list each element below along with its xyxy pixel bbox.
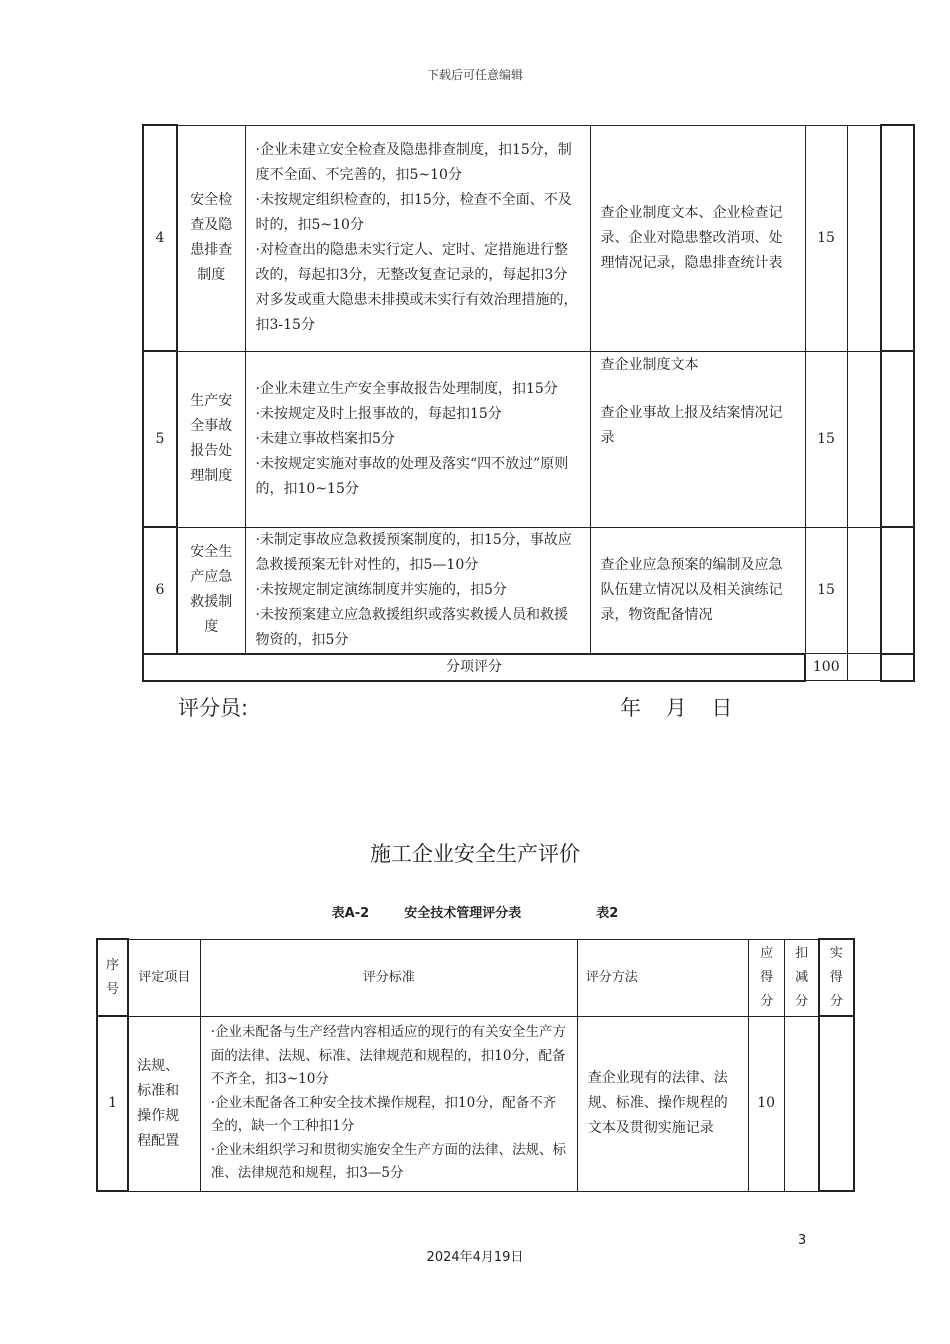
- caption-table-number: 表A-2: [331, 906, 370, 921]
- row-number: 4: [143, 125, 177, 351]
- evaluation-table-1: [142, 124, 915, 682]
- actual-score-cell: [819, 1016, 854, 1191]
- signature-date: 年 月 日: [620, 696, 733, 720]
- scorer-label: 评分员:: [178, 696, 249, 720]
- scoring-method: 查企业应急预案的编制及应急队伍建立情况以及相关演练记录，物资配备情况: [590, 527, 805, 654]
- header-criteria: 评分标准: [200, 939, 577, 1016]
- table-row: [143, 351, 914, 527]
- scoring-method: 查企业制度文本 查企业事故上报及结案情况记录: [590, 351, 805, 527]
- deducted-score-cell: [847, 527, 881, 654]
- scoring-criteria: ·企业未配备与生产经营内容相适应的现行的有关安全生产方面的法律、法规、标准、法律规范和规程的，扣10分，配备不齐全，扣3~10分 ·企业未配备各工种安全技术操作规程，扣10分，配备不齐全的，缺一个工种扣1分 ·企业未组织学习和贯彻实施安全生产方面的法律、法规、标准、法律规范和规程，扣3—5分: [200, 1016, 577, 1191]
- table-caption: [0, 902, 950, 921]
- evaluation-item: 生产安全事故报告处理制度: [177, 351, 245, 527]
- row-number: 6: [143, 527, 177, 654]
- scoring-method: 查企业制度文本、企业检查记录、企业对隐患整改消项、处理情况记录，隐患排查统计表: [590, 125, 805, 351]
- scoring-criteria: ·企业未建立安全检查及隐患排查制度，扣15分，制度不全面、不完善的，扣5~10分 ·未按规定组织检查的，扣15分，检查不全面、不及时的，扣5~10分 ·对检查出的隐患未实行定人、定时、定措施进行整改的，每起扣3分，无整改复查记录的，每起扣3分 对多发或重大隐患未排摸或未实行有效治理措施的，扣3-15分: [245, 125, 590, 351]
- actual-score-cell: [881, 125, 914, 351]
- evaluation-table-2: [96, 938, 855, 1192]
- caption-table-name: 安全技术管理评分表: [404, 906, 522, 921]
- table-row: [143, 125, 914, 351]
- header-item: 评定项目: [128, 939, 200, 1016]
- evaluation-item: 法规、标准和操作规程配置: [128, 1016, 200, 1191]
- footer-date: 2024年4月19日: [426, 1250, 524, 1265]
- due-score: 10: [749, 1016, 785, 1191]
- actual-score-cell: [881, 654, 914, 681]
- actual-score-cell: [881, 527, 914, 654]
- actual-score-cell: [881, 351, 914, 527]
- header-number: 序号: [97, 939, 128, 1016]
- page-number: 3: [798, 1233, 807, 1248]
- deducted-score-cell: [847, 125, 881, 351]
- evaluation-item: 安全生产应急救援制度: [177, 527, 245, 654]
- deducted-score-cell: [847, 654, 881, 681]
- table-row: [143, 527, 914, 654]
- header-method: 评分方法: [577, 939, 748, 1016]
- header-actual-score: 实得分: [819, 939, 854, 1016]
- page-header: 下载后可任意编辑: [426, 68, 523, 82]
- due-score: 15: [805, 527, 847, 654]
- caption-page-label: 表2: [596, 906, 619, 921]
- row-number: 5: [143, 351, 177, 527]
- scoring-method: 查企业现有的法律、法规、标准、操作规程的文本及贯彻实施记录: [577, 1016, 748, 1191]
- due-score: 15: [805, 351, 847, 527]
- table-row: [97, 1016, 854, 1191]
- deducted-score-cell: [785, 1016, 819, 1191]
- deducted-score-cell: [847, 351, 881, 527]
- header-due-score: 应得分: [749, 939, 785, 1016]
- due-score: 15: [805, 125, 847, 351]
- table-header-row: [97, 939, 854, 1016]
- subtotal-label: 分项评分: [143, 654, 805, 681]
- subtotal-score: 100: [805, 654, 847, 681]
- scoring-criteria: ·企业未建立生产安全事故报告处理制度，扣15分 ·未按规定及时上报事故的，每起扣15分 ·未建立事故档案扣5分 ·未按规定实施对事故的处理及落实“四不放过”原则的，扣10~15分: [245, 351, 590, 527]
- row-number: 1: [97, 1016, 128, 1191]
- evaluation-item: 安全检查及隐患排查制度: [177, 125, 245, 351]
- page-title: 施工企业安全生产评价: [370, 842, 580, 866]
- subtotal-row: [143, 654, 914, 681]
- scoring-criteria: ·未制定事故应急救援预案制度的，扣15分，事故应急救援预案无针对性的，扣5—10分 ·未按规定制定演练制度并实施的，扣5分 ·未按预案建立应急救援组织或落实救援人员和救援物资的，扣5分: [245, 527, 590, 654]
- header-deducted-score: 扣减分: [785, 939, 819, 1016]
